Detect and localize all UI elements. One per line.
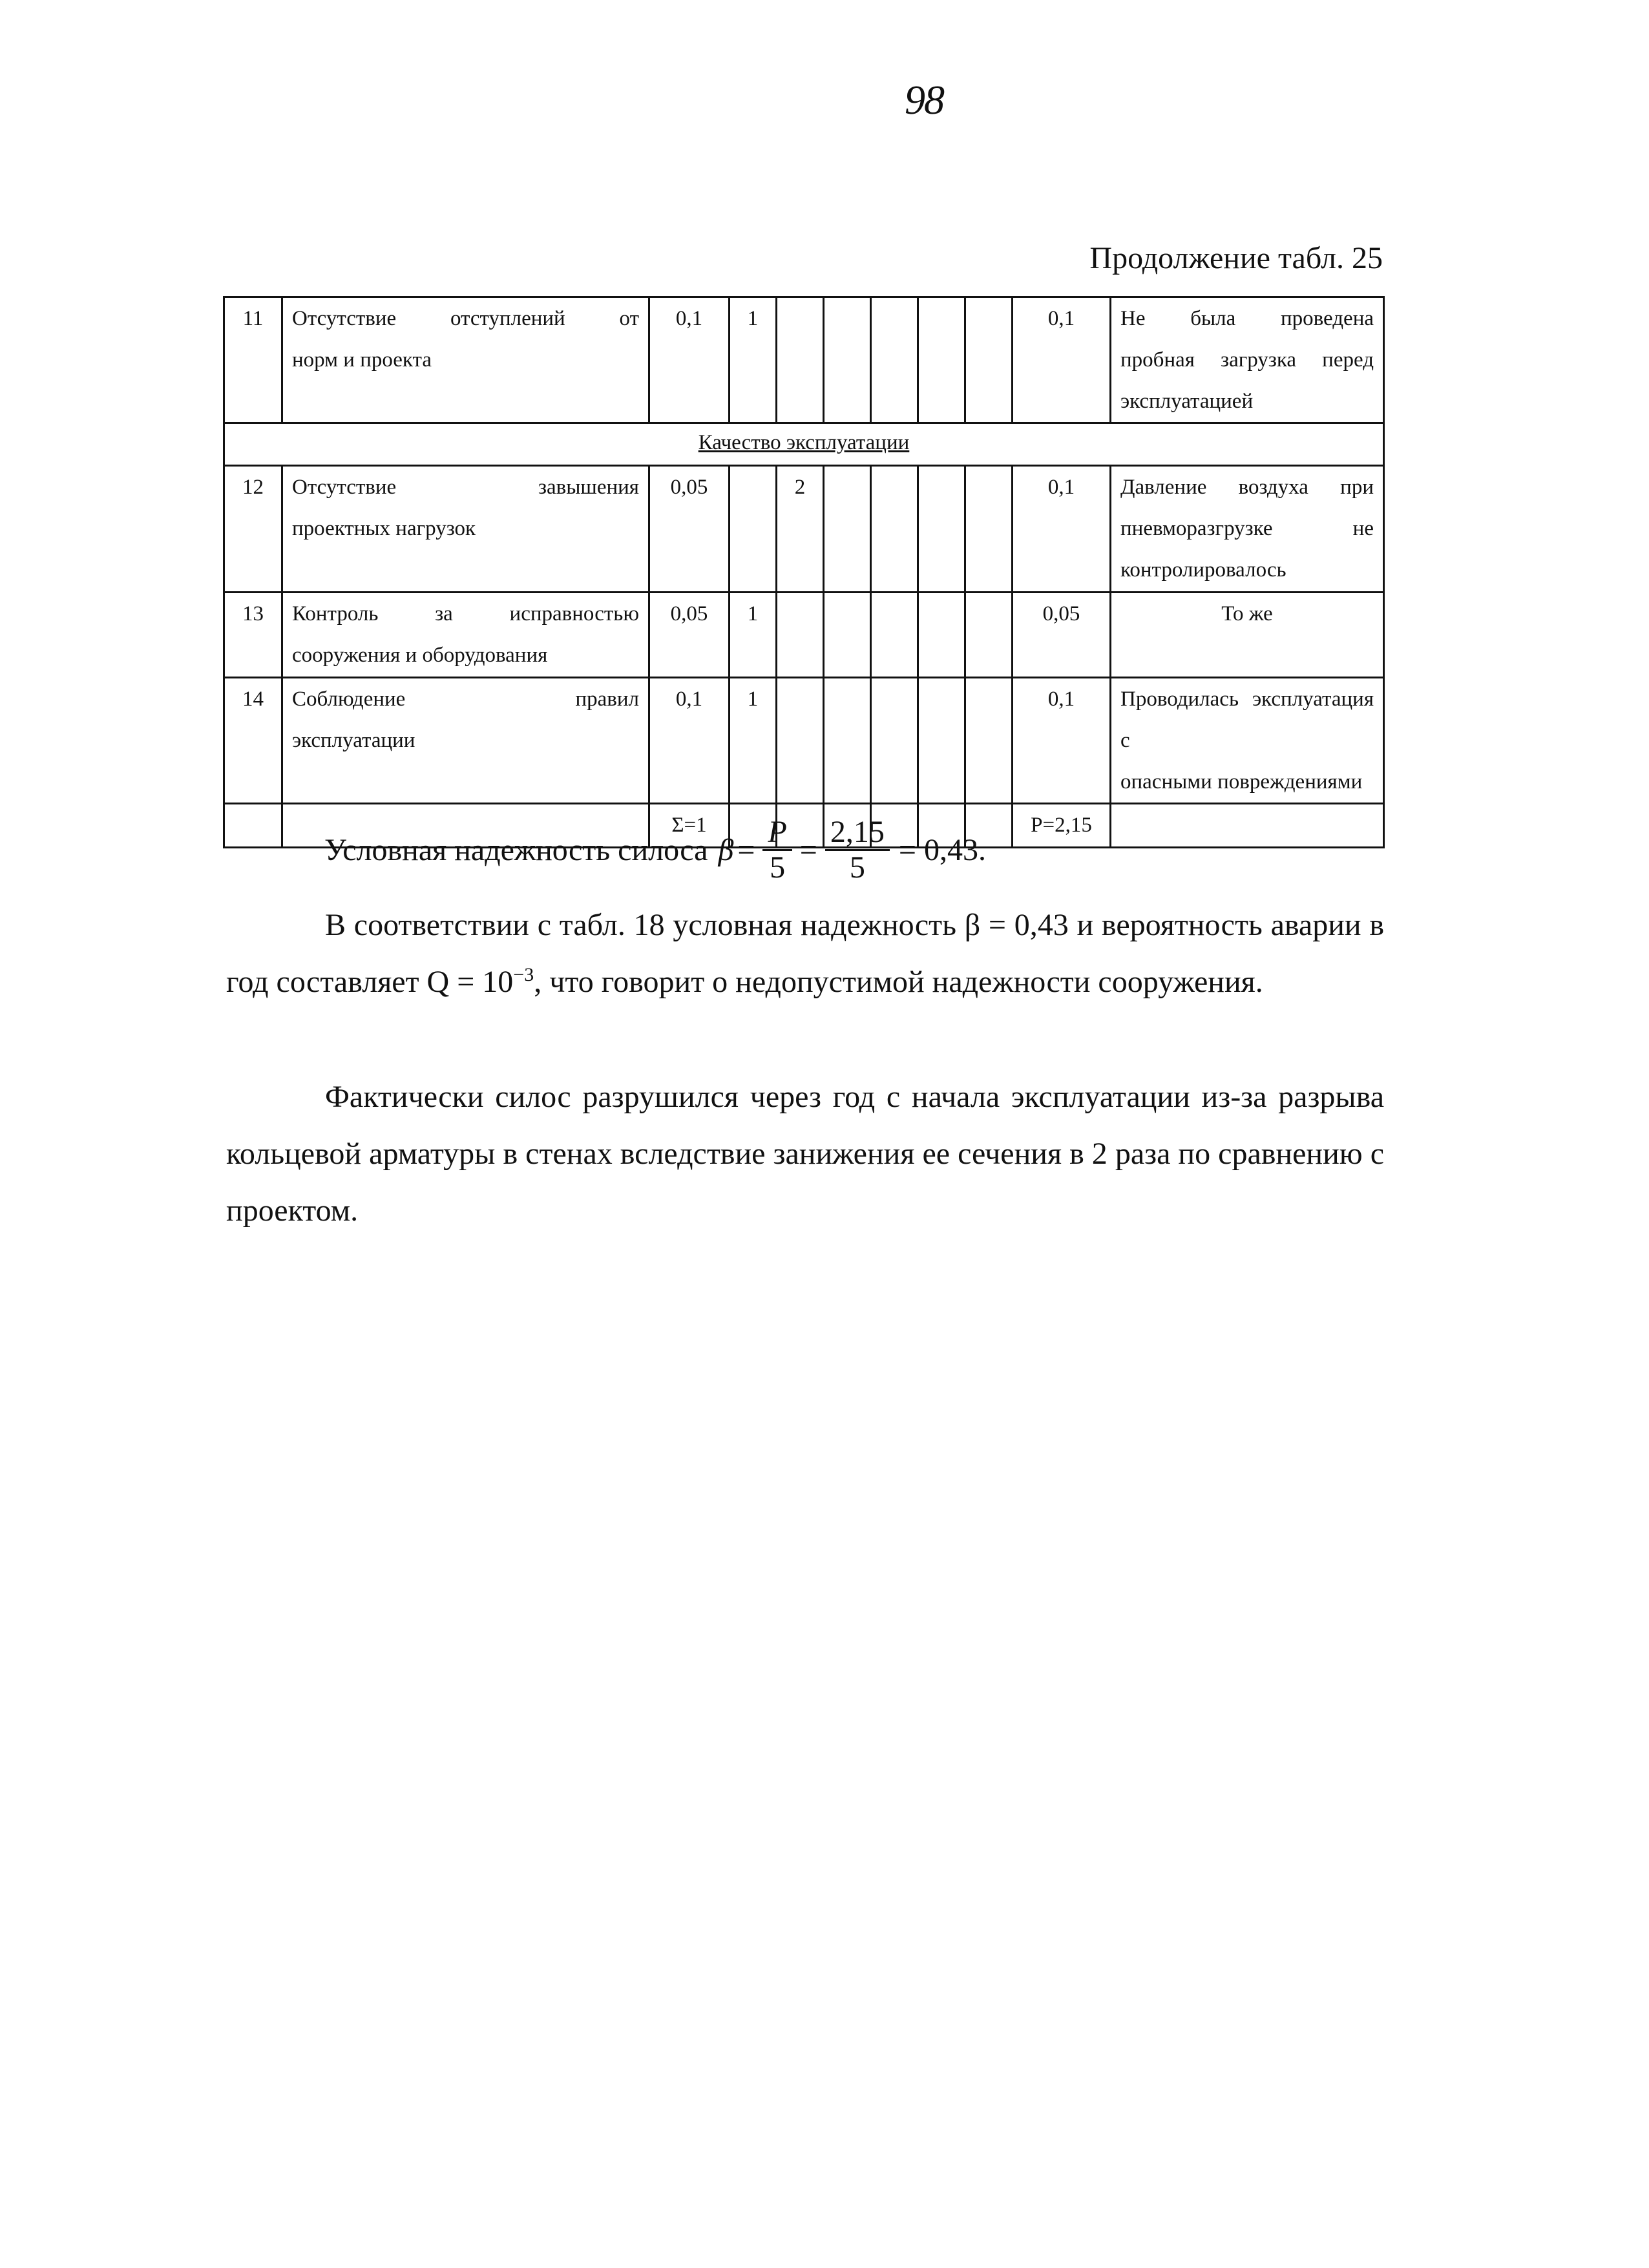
weight-cell: 0,05 (649, 593, 730, 678)
row-number: 14 (224, 678, 282, 804)
grade-cell (824, 678, 871, 804)
grade-cell (918, 678, 965, 804)
denominator: 5 (770, 850, 786, 885)
page-number: 98 (905, 77, 943, 123)
grade-cell (918, 593, 965, 678)
note-cell: Проводилась эксплуатация с опасными повреждениями (1111, 678, 1384, 804)
grade-cell (824, 593, 871, 678)
numerator: P (762, 815, 792, 851)
grade-cell (824, 466, 871, 593)
table-caption: Продолжение табл. 25 (1089, 241, 1383, 275)
grade-cell (871, 593, 918, 678)
grade-cell (918, 297, 965, 423)
denominator: 5 (849, 850, 865, 885)
paragraph-text: , что говорит о недопустимой надежности сооружения. (534, 965, 1263, 999)
grade-cell (965, 593, 1013, 678)
grade-cell (777, 593, 824, 678)
grade-cell: 1 (730, 678, 777, 804)
grade-cell (918, 466, 965, 593)
note-cell: Давление воздуха при пневморазгрузке не контролировалось (1111, 466, 1384, 593)
numerator: 2,15 (825, 815, 890, 851)
row-number: 13 (224, 593, 282, 678)
table-row (224, 297, 1384, 423)
table-row (224, 593, 1384, 678)
equals-sign: = (799, 833, 817, 867)
criterion-name: Отсутствие отступлений от норм и проекта (282, 297, 649, 423)
grade-cell (871, 297, 918, 423)
grade-cell (965, 678, 1013, 804)
grade-cell (965, 466, 1013, 593)
score-total: Р=2,15 (1013, 804, 1111, 848)
equals-sign: = (737, 833, 755, 867)
paragraph-conclusion (226, 897, 1384, 1011)
criterion-name: Контроль за исправностью сооружения и оборудования (282, 593, 649, 678)
score-cell: 0,1 (1013, 466, 1111, 593)
beta-symbol: β (718, 833, 734, 867)
grade-cell: 2 (777, 466, 824, 593)
grade-cell (871, 466, 918, 593)
reliability-formula (324, 815, 986, 885)
formula-result: = 0,43. (898, 833, 986, 867)
weight-cell: 0,1 (649, 678, 730, 804)
grade-cell (777, 297, 824, 423)
section-row (224, 423, 1384, 466)
criterion-name: Отсутствие завышения проектных нагрузок (282, 466, 649, 593)
grade-cell: 1 (730, 297, 777, 423)
exponent: −3 (513, 964, 534, 985)
empty-cell (1111, 804, 1384, 848)
grade-cell (824, 297, 871, 423)
score-cell: 0,1 (1013, 678, 1111, 804)
note-cell: То же (1111, 593, 1384, 678)
grade-cell (871, 678, 918, 804)
grade-cell (965, 297, 1013, 423)
table-row (224, 678, 1384, 804)
section-title: Качество эксплуатации (224, 423, 1384, 466)
row-number: 12 (224, 466, 282, 593)
weight-cell: 0,1 (649, 297, 730, 423)
weight-total: Σ=1 (649, 804, 730, 848)
fraction-symbolic (762, 815, 792, 885)
criterion-name: Соблюдение правил эксплуатации (282, 678, 649, 804)
row-number: 11 (224, 297, 282, 423)
score-cell: 0,05 (1013, 593, 1111, 678)
grade-cell (777, 678, 824, 804)
grade-cell: 1 (730, 593, 777, 678)
grade-cell (730, 466, 777, 593)
empty-cell (224, 804, 282, 848)
paragraph-text: В соответствии с табл. 18 условная надежность β = 0,43 и вероятность аварии в год составляет Q = 10 (226, 908, 1384, 999)
reliability-table (223, 296, 1385, 848)
score-cell: 0,1 (1013, 297, 1111, 423)
table-row (224, 466, 1384, 593)
paragraph-fact: Фактически силос разрушился через год с начала эксплуатации из-за разрыва кольцевой арматуры в стенах вследствие занижения ее сечения в 2 раза по сравнению с проектом. (226, 1080, 1384, 1228)
note-cell: Не была проведена пробная загрузка перед эксплуатацией (1111, 297, 1384, 423)
weight-cell: 0,05 (649, 466, 730, 593)
fraction-numeric (825, 815, 890, 885)
formula-label: Условная надежность силоса (324, 833, 708, 867)
